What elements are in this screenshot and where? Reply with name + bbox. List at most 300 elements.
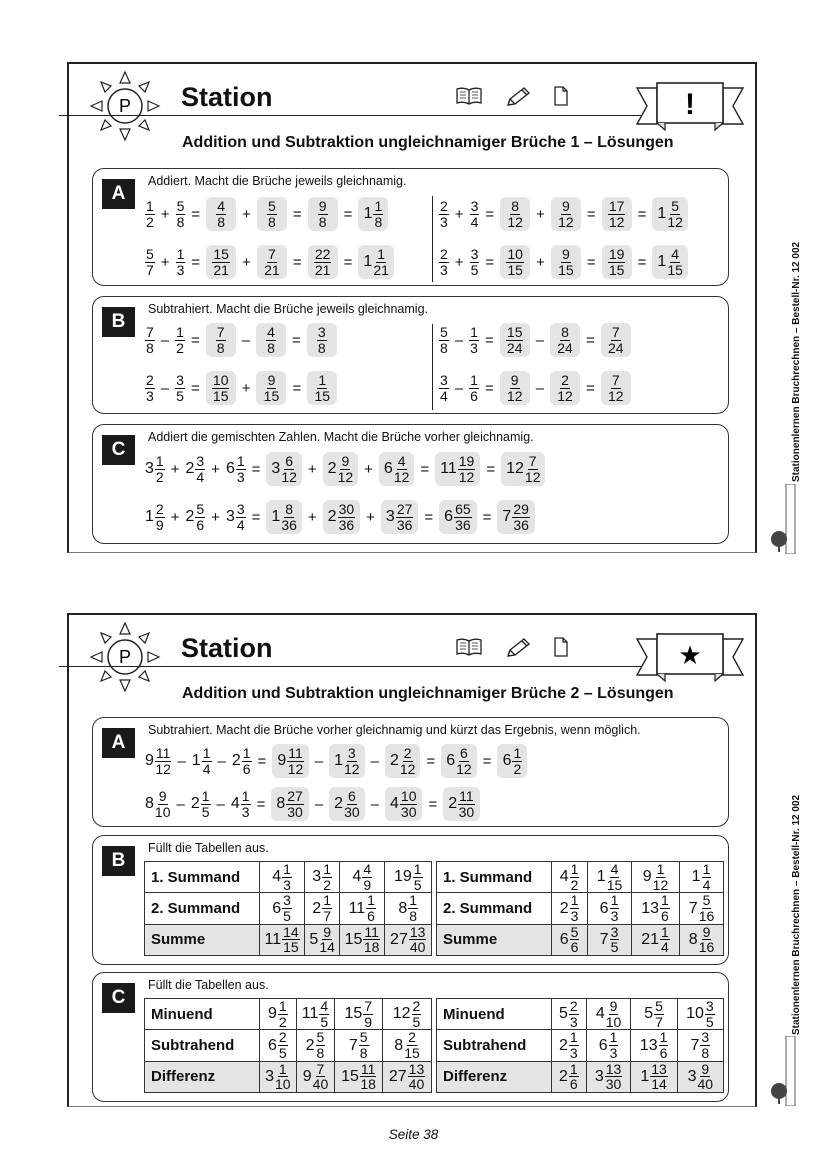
fraction	[439, 247, 449, 277]
numerator: 5	[570, 923, 579, 940]
numerator: 9	[510, 372, 519, 388]
answer-box	[307, 371, 337, 405]
activity-icons	[455, 637, 569, 659]
table-cell	[552, 1061, 587, 1092]
numerator: 3	[440, 372, 448, 388]
whole-number: 12	[506, 460, 524, 478]
denominator: 6	[570, 939, 579, 956]
numerator: 5	[702, 892, 711, 909]
denominator: 3	[440, 261, 448, 278]
whole-number: 15	[344, 930, 363, 948]
denominator: 3	[610, 908, 619, 925]
equation-row	[439, 197, 688, 231]
section-a	[92, 717, 729, 827]
whole-number: 1	[363, 205, 373, 223]
column-divider	[432, 196, 433, 282]
mixed-number	[352, 862, 372, 892]
numerator: 10	[400, 788, 417, 804]
row-label: Minuend	[437, 999, 552, 1030]
operator: =	[485, 205, 495, 223]
fraction	[470, 199, 480, 229]
whole-number: 6	[599, 899, 609, 917]
numerator: 1	[374, 198, 383, 214]
whole-number: 6	[502, 752, 512, 770]
numerator: 13	[409, 923, 426, 940]
denominator: 2	[155, 468, 164, 485]
table-cell	[588, 862, 632, 893]
numerator: 27	[287, 788, 303, 804]
numerator: 13	[408, 1060, 425, 1077]
answer-box	[308, 197, 338, 231]
operator: =	[586, 205, 596, 223]
row-label: Subtrahend	[437, 1030, 552, 1061]
banner-symbol: ★	[678, 641, 702, 671]
numerator: 11	[360, 1060, 376, 1077]
whole-number: 3	[225, 508, 235, 526]
whole-number: 1	[691, 868, 701, 886]
fraction	[275, 1062, 291, 1092]
fraction	[322, 862, 332, 892]
denominator: 8	[217, 213, 226, 230]
operator: =	[191, 205, 201, 223]
table-cell	[385, 862, 432, 893]
table-cell	[631, 893, 679, 924]
denominator: 21	[264, 261, 280, 278]
operator: =	[191, 253, 201, 271]
fraction	[702, 862, 712, 892]
numerator: 1	[569, 1029, 578, 1046]
operator: =	[343, 205, 353, 223]
denominator: 12	[337, 468, 354, 485]
fraction	[699, 925, 715, 955]
fraction	[322, 893, 332, 923]
numerator: 7	[316, 1060, 325, 1077]
numerator: 7	[267, 246, 276, 262]
numerator: 1	[242, 745, 251, 761]
denominator: 8	[216, 339, 225, 356]
numerator: 5	[176, 198, 185, 214]
side-order-label: Stationenlernen Bruchrechnen – Bestell-Nr. 12 002	[791, 241, 802, 482]
whole-number: 6	[444, 508, 454, 526]
whole-number: 8	[398, 899, 408, 917]
operator: =	[482, 752, 492, 770]
mixed-number	[334, 789, 359, 819]
whole-number: 2	[185, 460, 195, 478]
answer-box	[443, 787, 479, 821]
operator: +	[242, 253, 251, 271]
fraction	[202, 746, 212, 776]
denominator: 3	[146, 387, 154, 404]
mixed-number	[641, 893, 670, 923]
table-cell	[586, 1030, 631, 1061]
table-row	[145, 924, 432, 955]
fraction	[608, 247, 626, 277]
whole-number: 5	[309, 930, 319, 948]
denominator: 12	[281, 468, 297, 485]
activity-icons	[455, 86, 569, 108]
answer-box	[602, 245, 632, 279]
fraction	[458, 454, 476, 484]
difference-table-left	[144, 998, 432, 1093]
whole-number: 4	[230, 795, 240, 813]
answer-box	[500, 371, 530, 405]
numerator: 2	[440, 198, 448, 214]
denominator: 18	[360, 1076, 376, 1093]
fraction	[705, 999, 715, 1029]
fraction	[195, 502, 205, 532]
fraction	[456, 746, 472, 776]
mixed-number	[643, 862, 668, 892]
denominator: 40	[697, 1076, 714, 1093]
table-cell	[260, 1061, 297, 1092]
denominator: 24	[506, 339, 523, 356]
numerator: 1	[610, 892, 619, 909]
side-order-label: Stationenlernen Bruchrechnen – Bestell-Nr. 12 002	[791, 794, 802, 1035]
denominator: 8	[267, 339, 275, 356]
fraction	[605, 1062, 623, 1092]
mixed-number	[232, 746, 252, 776]
denominator: 5	[283, 908, 291, 925]
operator: =	[637, 205, 647, 223]
fraction	[264, 373, 280, 403]
mixed-number	[446, 746, 471, 776]
banner-star	[635, 631, 745, 685]
denominator: 6	[470, 387, 478, 404]
fraction	[338, 502, 356, 532]
operator: –	[314, 795, 324, 813]
section-badge-a: A	[102, 179, 135, 209]
mixed-number	[559, 1030, 579, 1060]
fraction	[507, 199, 523, 229]
station-subtitle: Addition und Subtraktion ungleichnamiger Brüche 1 – Lösungen	[182, 134, 674, 151]
numerator: 65	[455, 501, 471, 517]
station-subtitle: Addition und Subtraktion ungleichnamiger Brüche 2 – Lösungen	[182, 685, 674, 702]
operator: =	[257, 752, 267, 770]
fraction	[660, 925, 670, 955]
operator: =	[424, 508, 434, 526]
answer-box	[323, 500, 360, 534]
fraction	[363, 999, 373, 1029]
mixed-number	[272, 893, 292, 923]
numerator: 7	[528, 453, 537, 469]
table-cell	[305, 893, 340, 924]
banner-exclamation	[635, 80, 745, 134]
fraction	[610, 925, 620, 955]
mixed-number	[596, 999, 621, 1029]
mixed-number	[691, 1030, 711, 1060]
answer-box	[272, 744, 308, 778]
section-instruction: Addiert. Macht die Brüche jeweils gleichnamig.	[148, 174, 407, 188]
whole-number: 19	[393, 868, 412, 886]
equation-row	[439, 371, 631, 405]
numerator: 4	[267, 324, 275, 340]
table-cell	[677, 999, 723, 1030]
table-row	[437, 1030, 724, 1061]
numerator: 1	[377, 246, 386, 262]
operator: –	[176, 795, 185, 813]
numerator: 4	[363, 861, 372, 877]
operator: –	[314, 752, 324, 770]
whole-number: 1	[657, 253, 667, 271]
book-icon	[455, 637, 483, 657]
operator: +	[170, 508, 180, 526]
whole-number: 6	[559, 930, 569, 948]
whole-number: 13	[641, 899, 660, 917]
table-cell	[631, 999, 677, 1030]
whole-number: 1	[191, 752, 201, 770]
numerator: 7	[611, 324, 620, 340]
denominator: 2	[323, 876, 331, 893]
numerator: 14	[283, 923, 299, 940]
mixed-number	[597, 862, 622, 892]
numerator: 6	[459, 745, 468, 761]
page-icon	[553, 86, 569, 106]
table-cell	[552, 1030, 587, 1061]
equation-row	[145, 452, 545, 486]
fraction	[344, 789, 360, 819]
answer-box	[206, 197, 236, 231]
numerator: 3	[176, 372, 184, 388]
fraction	[314, 373, 330, 403]
denominator: 2	[146, 213, 154, 230]
numerator: 9	[318, 198, 327, 214]
fraction	[512, 746, 522, 776]
page-icon	[553, 637, 569, 657]
numerator: 27	[396, 501, 413, 517]
denominator: 7	[323, 908, 331, 925]
numerator: 3	[317, 324, 326, 340]
mixed-number	[265, 925, 300, 955]
numerator: 30	[338, 501, 355, 517]
denominator: 40	[408, 1076, 425, 1093]
answer-box	[652, 197, 687, 231]
row-label: Summe	[437, 924, 552, 955]
answer-box	[266, 452, 301, 486]
fraction	[318, 199, 328, 229]
table-cell	[586, 1061, 631, 1092]
denominator: 5	[412, 1013, 421, 1030]
operator: +	[366, 508, 375, 526]
fraction	[654, 999, 664, 1029]
numerator: 3	[470, 246, 479, 262]
mixed-number	[390, 789, 417, 819]
section-b	[92, 296, 729, 414]
denominator: 4	[440, 387, 448, 404]
answer-box	[358, 197, 388, 231]
numerator: 6	[347, 788, 356, 804]
operator: –	[535, 379, 545, 397]
fraction	[278, 999, 288, 1029]
numerator: 15	[506, 324, 523, 340]
whole-number: 4	[595, 1005, 605, 1023]
numerator: 1	[661, 923, 669, 940]
operator: =	[482, 508, 492, 526]
mixed-number	[302, 999, 329, 1029]
section-badge-c: C	[102, 435, 135, 465]
whole-number: 1	[271, 508, 281, 526]
denominator: 5	[278, 1045, 287, 1062]
denominator: 6	[659, 1045, 668, 1062]
whole-number: 2	[558, 1067, 568, 1085]
answer-box	[385, 787, 422, 821]
mixed-number	[502, 502, 529, 532]
fraction	[558, 247, 574, 277]
sum-table-right	[436, 861, 724, 956]
numerator: 7	[611, 372, 620, 388]
numerator: 1	[318, 372, 327, 388]
numerator: 4	[397, 453, 406, 469]
denominator: 36	[396, 516, 413, 533]
numerator: 19	[608, 246, 625, 262]
fraction	[145, 325, 155, 355]
whole-number: 2	[327, 508, 337, 526]
operator: =	[586, 253, 596, 271]
table-cell	[340, 862, 385, 893]
denominator: 8	[317, 339, 326, 356]
whole-number: 2	[558, 1036, 568, 1054]
row-label: 2. Summand	[437, 893, 552, 924]
fraction	[145, 199, 155, 229]
table-cell	[296, 999, 335, 1030]
numerator: 1	[569, 1060, 578, 1077]
fraction	[360, 1062, 377, 1092]
table-cell	[260, 924, 305, 955]
whole-number: 3	[145, 460, 154, 478]
operator: +	[160, 205, 170, 223]
fraction	[700, 1030, 710, 1060]
denominator: 6	[367, 908, 375, 925]
fraction	[155, 789, 171, 819]
fraction	[607, 862, 623, 892]
answer-box	[500, 245, 530, 279]
fraction	[699, 893, 715, 923]
denominator: 21	[314, 261, 331, 278]
denominator: 12	[558, 213, 574, 230]
mixed-number	[328, 502, 355, 532]
numerator: 5	[316, 1029, 325, 1046]
denominator: 15	[314, 387, 331, 404]
denominator: 3	[283, 876, 291, 893]
numerator: 3	[705, 998, 714, 1014]
answer-box	[551, 245, 581, 279]
denominator: 15	[667, 261, 683, 278]
fraction	[659, 1030, 669, 1060]
mixed-number	[192, 746, 212, 776]
operator: +	[454, 205, 464, 223]
fraction	[608, 199, 626, 229]
whole-number: 8	[688, 930, 698, 948]
fraction	[216, 325, 226, 355]
mixed-number	[503, 746, 523, 776]
mixed-number	[448, 789, 474, 819]
mixed-number	[277, 746, 303, 776]
equation-row	[145, 787, 480, 821]
operator: –	[370, 752, 379, 770]
denominator: 24	[608, 339, 624, 356]
numerator: 9	[341, 453, 350, 469]
denominator: 18	[363, 939, 380, 956]
numerator: 1	[278, 998, 287, 1014]
numerator: 2	[146, 372, 154, 388]
table-cell	[260, 1030, 297, 1061]
numerator: 17	[608, 198, 625, 214]
numerator: 13	[651, 1060, 667, 1077]
answer-box	[358, 245, 393, 279]
numerator: 1	[513, 745, 522, 761]
station-card-1	[67, 62, 757, 553]
fraction	[394, 454, 410, 484]
fraction	[267, 199, 277, 229]
denominator: 10	[274, 1076, 291, 1093]
denominator: 8	[409, 908, 418, 925]
denominator: 2	[513, 760, 522, 777]
fraction	[469, 373, 479, 403]
answer-box	[206, 245, 236, 279]
fraction	[316, 1030, 326, 1060]
operator: =	[486, 460, 496, 478]
numerator: 5	[196, 501, 205, 517]
numerator: 13	[605, 1060, 622, 1077]
numerator: 1	[609, 1029, 618, 1046]
fraction	[507, 373, 523, 403]
mixed-number	[268, 1030, 288, 1060]
row-label: 1. Summand	[145, 862, 260, 893]
denominator: 21	[373, 261, 389, 278]
table-row	[437, 924, 724, 955]
mixed-number	[309, 925, 334, 955]
mixed-number	[689, 925, 714, 955]
operator: +	[364, 460, 373, 478]
whole-number: 4	[559, 868, 569, 886]
numerator: 1	[176, 246, 185, 262]
answer-box	[256, 371, 286, 405]
numerator: 1	[323, 892, 331, 909]
whole-number: 3	[312, 868, 322, 886]
whole-number: 2	[448, 795, 458, 813]
numerator: 1	[202, 745, 211, 761]
answer-box	[308, 245, 338, 279]
operator: +	[454, 253, 464, 271]
operator: +	[211, 508, 220, 526]
denominator: 3	[241, 803, 250, 820]
whole-number: 8	[145, 795, 154, 813]
fraction	[512, 502, 530, 532]
numerator: 7	[216, 324, 225, 340]
fraction	[319, 999, 329, 1029]
mixed-number	[688, 1062, 713, 1092]
pencil-icon	[505, 637, 531, 659]
table-cell	[631, 924, 679, 955]
mixed-number	[398, 893, 418, 923]
operator: +	[307, 460, 317, 478]
denominator: 9	[363, 876, 372, 893]
fraction	[570, 893, 580, 923]
operator: =	[251, 508, 261, 526]
answer-box	[256, 323, 286, 357]
mixed-number	[389, 1062, 425, 1092]
mixed-number	[444, 502, 471, 532]
fraction	[319, 925, 335, 955]
whole-number: 9	[302, 1067, 312, 1085]
denominator: 4	[702, 876, 711, 893]
fraction	[175, 373, 185, 403]
numerator: 2	[403, 745, 412, 761]
operator: =	[292, 205, 302, 223]
station-p-letter: P	[118, 647, 132, 667]
answer-box	[550, 371, 580, 405]
mixed-number	[560, 893, 580, 923]
book-icon	[455, 86, 483, 106]
